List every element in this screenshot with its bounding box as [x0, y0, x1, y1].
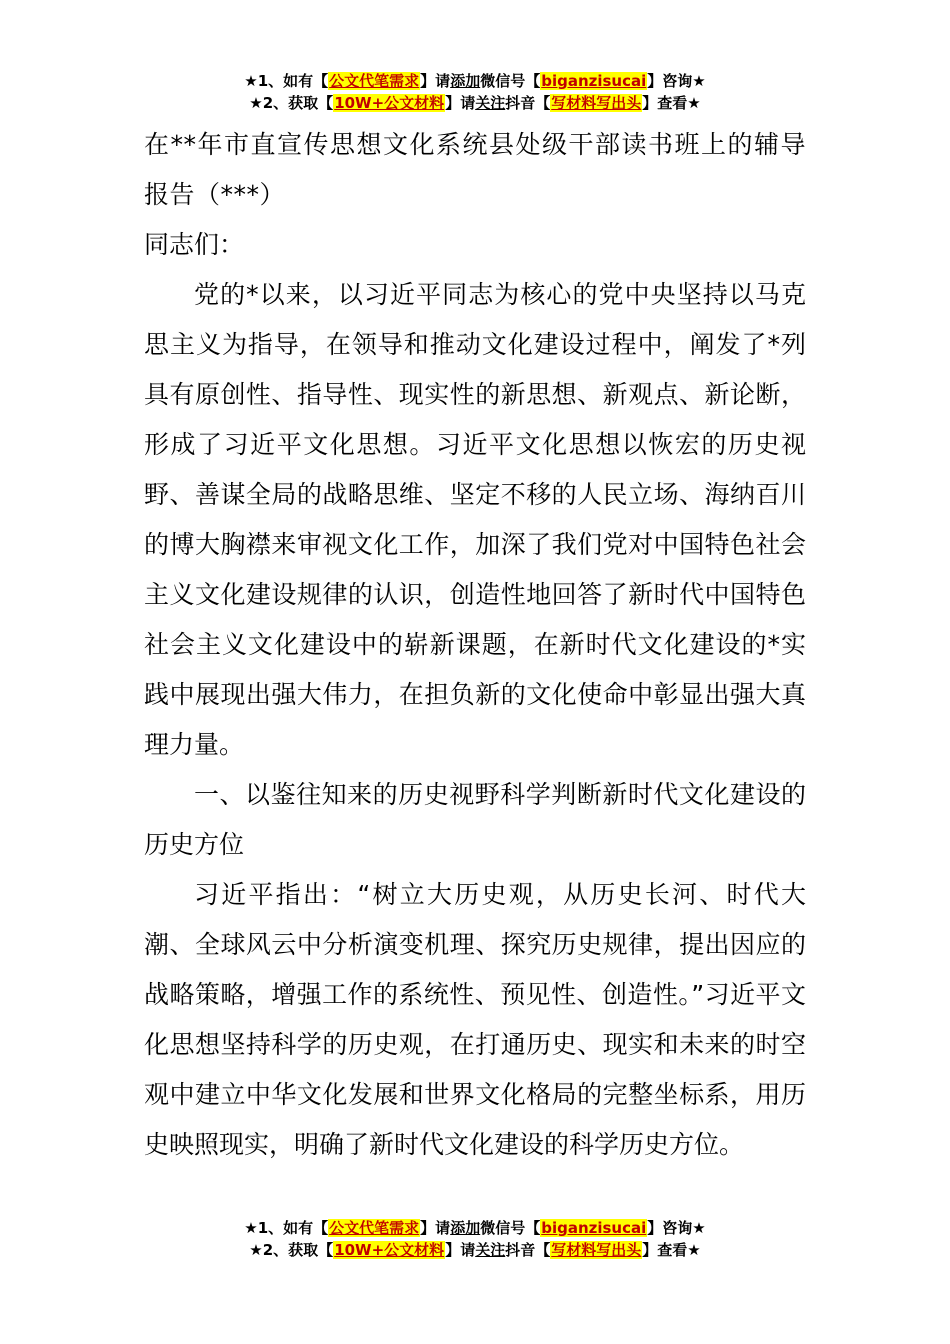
banner-line-2 — [0, 1239, 950, 1261]
banner-highlight: 写材料写出头 — [551, 1241, 642, 1259]
banner-line-1 — [0, 1217, 950, 1239]
banner-highlight: 10W+公文材料 — [334, 94, 445, 112]
paragraph-2: 习近平指出：“树立大历史观，从历史长河、时代大潮、全球风云中分析演变机理、探究历史规律，提出因应的战略策略，增强工作的系统性、预见性、创造性。”习近平文化思想坚持科学的历史观，在打通历史、现实和未来的时空观中建立中华文化发展和世界文化格局的完整坐标系，用历史映照现实，明确了新时代文化建设的科学历史方位。 — [144, 880, 806, 1159]
banner-highlight: 公文代笔需求 — [329, 1219, 420, 1237]
banner-text: 】查看★ — [642, 1241, 701, 1259]
banner-text: 】请 — [420, 72, 451, 90]
document-title: 在**年市直宣传思想文化系统县处级干部读书班上的辅导报告（***） — [144, 130, 806, 209]
banner-text: 微信号【 — [480, 1219, 541, 1237]
banner-text: 】请 — [445, 1241, 476, 1259]
header-banner — [0, 70, 950, 114]
banner-text: 】咨询★ — [647, 1219, 706, 1237]
banner-highlight: biganzisucai — [541, 72, 647, 90]
banner-text: 】请 — [445, 94, 476, 112]
banner-text: ★2、获取【 — [249, 94, 334, 112]
banner-underline: 关注 — [475, 1241, 506, 1259]
banner-text: 】查看★ — [642, 94, 701, 112]
banner-highlight: 写材料写出头 — [551, 94, 642, 112]
banner-highlight: 公文代笔需求 — [329, 72, 420, 90]
banner-highlight: 10W+公文材料 — [334, 1241, 445, 1259]
footer-banner — [0, 1217, 950, 1261]
banner-text: 】咨询★ — [647, 72, 706, 90]
banner-text: 】请 — [420, 1219, 451, 1237]
banner-text: ★2、获取【 — [249, 1241, 334, 1259]
salutation: 同志们： — [144, 230, 245, 259]
document-body — [144, 120, 806, 1170]
banner-text: ★1、如有【 — [244, 1219, 329, 1237]
banner-underline: 添加 — [450, 72, 481, 90]
banner-text: ★1、如有【 — [244, 72, 329, 90]
banner-highlight: biganzisucai — [541, 1219, 647, 1237]
section-heading-1: 一、以鉴往知来的历史视野科学判断新时代文化建设的历史方位 — [144, 780, 806, 859]
banner-text: 微信号【 — [480, 72, 541, 90]
banner-line-1 — [0, 70, 950, 92]
banner-text: 抖音【 — [505, 94, 551, 112]
paragraph-1: 党的*以来，以习近平同志为核心的党中央坚持以马克思主义为指导，在领导和推动文化建设过程中，阐发了*列具有原创性、指导性、现实性的新思想、新观点、新论断，形成了习近平文化思想。习近平文化思想以恢宏的历史视野、善谋全局的战略思维、坚定不移的人民立场、海纳百川的博大胸襟来审视文化工作，加深了我们党对中国特色社会主义文化建设规律的认识，创造性地回答了新时代中国特色社会主义文化建设中的崭新课题，在新时代文化建设的*实践中展现出强大伟力，在担负新的文化使命中彰显出强大真理力量。 — [144, 280, 806, 759]
banner-underline: 关注 — [475, 94, 506, 112]
banner-underline: 添加 — [450, 1219, 481, 1237]
banner-line-2 — [0, 92, 950, 114]
banner-text: 抖音【 — [505, 1241, 551, 1259]
